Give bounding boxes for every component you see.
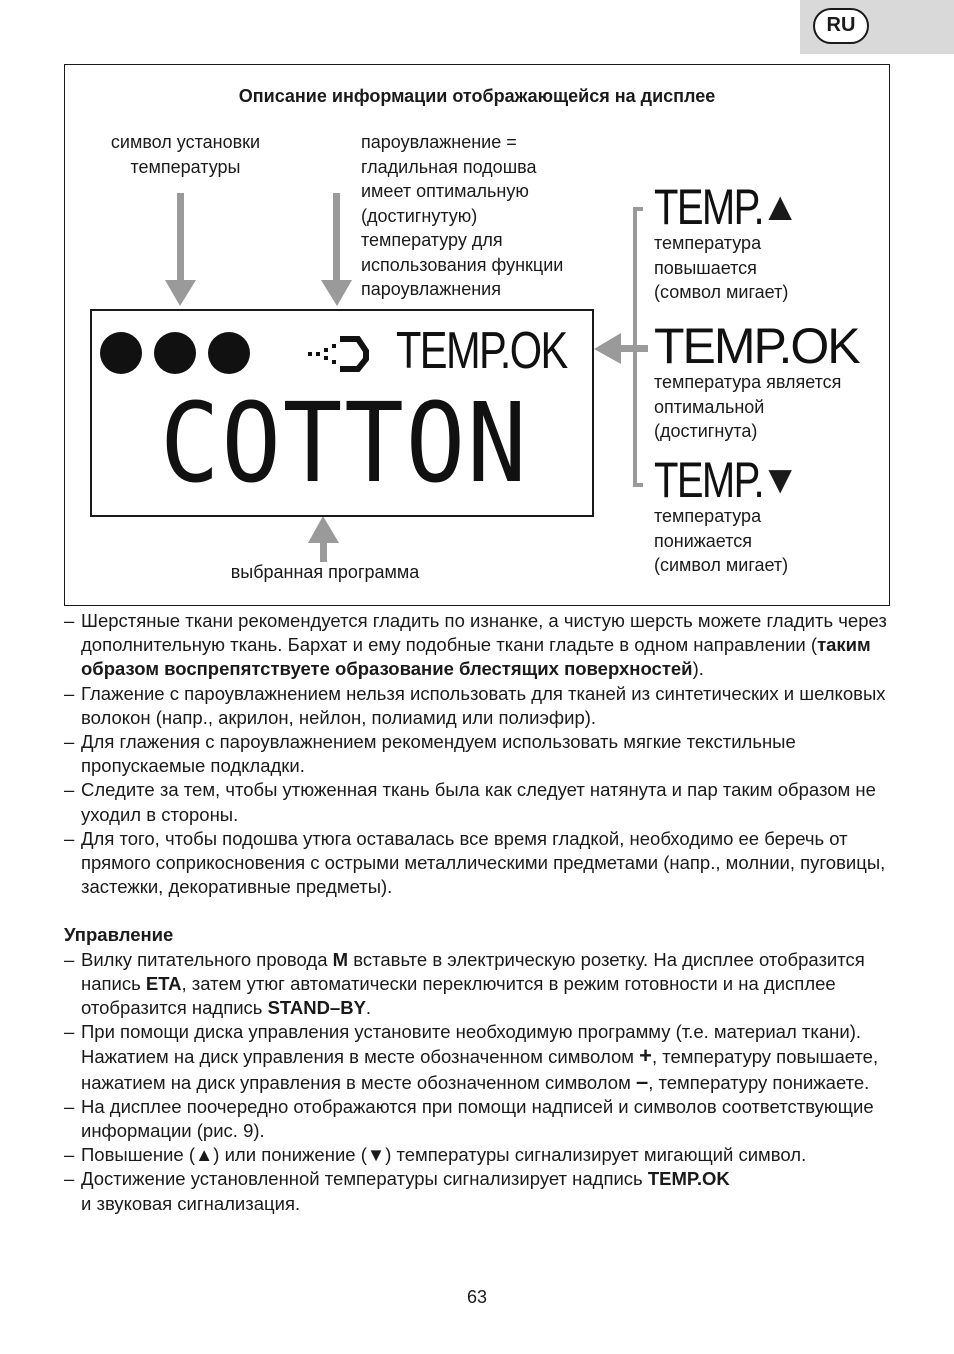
arrow-up-icon: ▲ <box>194 1144 214 1166</box>
state-temp-down: TEMP. ▼ температура понижается (символ мигает) <box>654 452 800 575</box>
label-temp-symbol: символ установки температуры <box>110 132 261 177</box>
ironing-tips <box>64 609 894 1216</box>
list-item: – На дисплее поочередно отображаются при помощи надписей и символов соответствующие информации (рис. 9). <box>64 1095 874 1142</box>
temp-dot-2 <box>154 332 196 374</box>
section-heading: Управление <box>64 924 174 946</box>
state-temp-up: TEMP. ▲ температура повышается (сомвол мигает) <box>654 179 800 302</box>
program-arrow-shaft <box>320 542 327 562</box>
arrow-up-icon: ▲ <box>760 185 800 229</box>
list-item: – Глажение с пароувлажнением нельзя использовать для тканей из синтетических и шелковых волокон (напр., акрилон, нейлон, полиамид или полиэфир). <box>64 682 886 728</box>
steam-icon <box>306 333 376 373</box>
minus-symbol: – <box>635 1068 649 1094</box>
list-item: – При помощи диска управления установите необходимую программу (т.е. материал ткани). Нажатием на диск управления в месте обозначенном символом +, температуру повышаете, нажатием на диск управления в месте обозначенном символом –, температуру понижаете. <box>64 1021 879 1094</box>
label-steam: пароувлажнение = гладильная подошва имеет оптимальную (достигнутую) температуру для использования функции пароувлажнения <box>361 132 564 299</box>
list-item: – Для того, чтобы подошва утюга оставалась все время гладкой, необходимо ее беречь от прямого соприкосновения с острыми металлическими предметами (напр., молнии, пуговицы, застежки, декоративные предметы). <box>64 827 886 898</box>
program-arrow-head <box>308 516 339 543</box>
temp-dot-1 <box>100 332 142 374</box>
list-item: – Следите за тем, чтобы утюженная ткань была как следует натянута и пар таким образом не уходил в стороны. <box>64 779 876 825</box>
label-program: выбранная программа <box>230 562 420 582</box>
lcd-temp-ok: TEMP.OK <box>396 322 567 380</box>
list-item: – Достижение установленной температуры сигнализирует надпись TEMP.OK и звуковая сигнализация. <box>64 1168 730 1214</box>
temp-symbol-arrow-shaft <box>177 193 184 281</box>
arrow-down-icon: ▼ <box>366 1144 386 1166</box>
temp-dot-3 <box>208 332 250 374</box>
state-temp-ok: TEMP.OK температура является оптимальной (достигнута) <box>654 318 859 441</box>
arrow-down-icon: ▼ <box>760 458 800 502</box>
steam-arrow-head <box>321 280 352 306</box>
language-badge: RU <box>813 8 869 44</box>
steam-arrow-shaft <box>333 193 340 281</box>
list-item: – Шерстяные ткани рекомендуется гладить по изнанке, а чистую шерсть можете гладить через дополнительную ткань. Бархат и ему подобные ткани гладьте в одном направлении (таким образом воспрепятствуете образование блестящих поверхностей). <box>64 610 887 680</box>
lcd-program: COTTON <box>160 379 529 507</box>
page-number: 63 <box>466 1287 488 1307</box>
state-arrow-head <box>594 333 621 364</box>
figure-title: Описание информации отображающейся на дисплее <box>238 86 716 106</box>
list-item: – Повышение (▲) или понижение (▼) температуры сигнализирует мигающий символ. <box>64 1144 807 1166</box>
list-item: – Для глажения с пароувлажнением рекомендуем использовать мягкие текстильные пропускаемые подкладки. <box>64 731 796 777</box>
plus-symbol: + <box>639 1043 652 1069</box>
state-bracket <box>633 207 637 487</box>
temp-symbol-arrow-head <box>165 280 196 306</box>
list-item: – Вилку питательного провода M вставьте в электрическую розетку. На дисплее отобразится напись ETA, затем утюг автоматически переключится в режим готовности и на дисплее отобразится надпись STAND–BY. <box>64 948 865 1019</box>
